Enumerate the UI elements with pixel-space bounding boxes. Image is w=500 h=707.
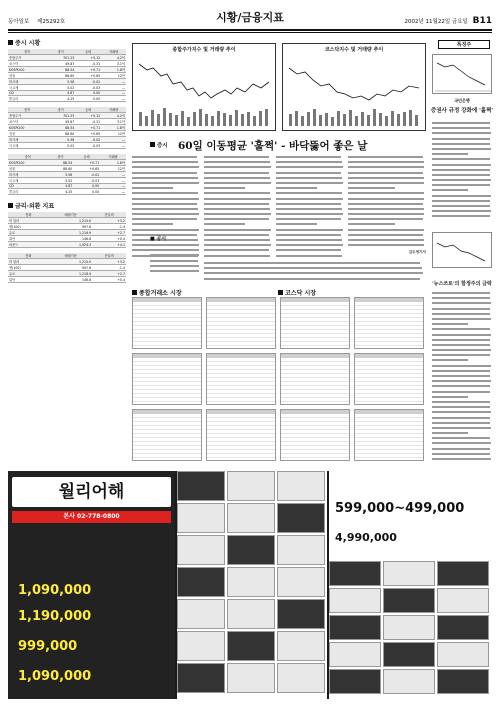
masthead-rule-thin [8, 32, 492, 33]
ad-cell [227, 471, 275, 501]
ad-cell [437, 642, 489, 667]
ad-cell [329, 561, 381, 586]
table-row: KOSPI200 88.54 +0.71 1.8억 [9, 67, 125, 72]
table-row: 국고채 5.02 -0.03 — [9, 143, 125, 148]
ad-cell [329, 669, 381, 694]
ad-cell [227, 535, 275, 565]
masthead-rule [8, 29, 492, 31]
ad-cell [277, 535, 325, 565]
table-row: 콜금리 4.25 0.00 — [9, 189, 125, 194]
ad-cell [437, 561, 489, 586]
ad-cell [329, 642, 381, 667]
ad-price: 1,090,000 [18, 669, 92, 684]
kosdaq-volume-bars [289, 109, 418, 126]
table-row: 선물 88.60 +0.65 12만 [9, 166, 125, 171]
table-row: CD 4.87 0.00 — [9, 184, 125, 188]
table-row: 종합주가 701.23 +5.12 4.2억 [9, 113, 125, 118]
ad-cell [437, 615, 489, 640]
ad-cell [437, 588, 489, 613]
ad-logo: 월리어해 [12, 477, 171, 507]
table-row: 위안 146.8 +0.4 [9, 236, 125, 241]
market-table: 종목 종가 등락 거래량 종합주가 701.23 +5.12 4.2억 코스닥 49.87 -0.31 3.1억 KOSPI200 88.54 +0.71 1.8억 선물 88.60 +0.65 12만 회사채 5.58 -0.02 — 국고채 5.02 -0.03 — [9, 108, 125, 148]
masthead-right [404, 16, 492, 26]
page-number: B11 [472, 16, 492, 26]
ad-cell [277, 599, 325, 629]
ad-left-panel [8, 471, 175, 699]
masthead [8, 7, 492, 29]
listing-block [206, 297, 276, 349]
ad-right-panel [329, 471, 492, 699]
subsection-kicker: ■ 공시 [150, 236, 167, 242]
ad-cell [177, 535, 225, 565]
ad-cell [329, 615, 381, 640]
ad-cell [383, 561, 435, 586]
sidebar-line [437, 63, 485, 85]
table-row: 회사채 5.58 -0.02 — [9, 172, 125, 177]
ad-cell [329, 588, 381, 613]
listing-block [132, 353, 202, 405]
section-header: 종합거래소 시장 [132, 288, 182, 297]
table-row: 선물 88.60 +0.65 12만 [9, 73, 125, 78]
ad-cell [177, 599, 225, 629]
kospi-volume-bars [139, 108, 268, 126]
ad-cell [227, 663, 275, 693]
ad-cell [177, 503, 225, 533]
table-row: 엔(100) 997.6 -1.4 [9, 224, 125, 229]
ad-cell [437, 669, 489, 694]
notice-body [150, 244, 200, 276]
sidebar-chart-2 [432, 232, 492, 268]
ad-mid-panel [177, 471, 327, 699]
article-body-col-2 [204, 156, 272, 264]
ad-cell [383, 588, 435, 613]
kospi-line [139, 64, 269, 98]
ad-cell [177, 631, 225, 661]
table-row: 국고채 5.02 -0.03 — [9, 85, 125, 90]
sidebar-column-head: '뉴스쓰토'의 함정주의 금락 [432, 281, 492, 287]
table-row: 위안 146.8 +0.4 [9, 277, 125, 282]
market-table: 종목 종가 등락 거래량 KOSPI200 88.54 +0.71 1.8억 선물 88.60 +0.65 12만 회사채 5.58 -0.02 — 국고채 5.02 -0.03 — CD 4.87 0.00 — 콜금리 4.25 0.00 — [9, 155, 125, 194]
ad-cell [277, 663, 325, 693]
ad-cell [383, 615, 435, 640]
article-body-col-3 [276, 156, 344, 264]
listing-block [132, 409, 202, 461]
square-bullet-icon [8, 40, 13, 45]
ad-cell [177, 471, 225, 501]
ad-price: 999,000 [18, 639, 78, 654]
table-row: KOSPI200 88.54 +0.71 1.8억 [9, 125, 125, 130]
listing-block [206, 353, 276, 405]
ad-price: 1,190,000 [18, 609, 92, 624]
paper-name: 동아일보 [8, 19, 30, 25]
listing-block [280, 409, 350, 461]
ad-cell [277, 631, 325, 661]
sidebar-body-2 [432, 292, 492, 464]
listing-block [280, 353, 350, 405]
section-header: 금리·외환 지표 [8, 201, 126, 210]
sidebar-body-1 [432, 122, 492, 222]
ad-cell [227, 567, 275, 597]
table-row: 종합주가 701.23 +5.12 4.2억 [9, 55, 125, 60]
table-row: 유로 1,218.9 +2.7 [9, 271, 125, 276]
ad-cell [277, 471, 325, 501]
chart-title: 종합주가지수 및 거래량 추이 [172, 47, 236, 53]
table-row: 회사채 5.58 -0.02 — [9, 79, 125, 84]
section-header: 코스닥 시장 [278, 288, 316, 297]
ad-cell [227, 631, 275, 661]
section-title: 시황/금융지표 [216, 11, 284, 24]
listing-block [354, 297, 424, 349]
sidebar-caption-head: 증권사 규정 강화에 '훌쩍' [430, 108, 494, 114]
square-bullet-icon [132, 290, 137, 295]
feature-badge: 특징주 [438, 40, 490, 49]
left-market-column [8, 38, 126, 466]
kosdaq-chart [282, 43, 426, 131]
ad-price: 1,090,000 [18, 583, 92, 598]
ad-big-price: 599,000~499,000 [335, 501, 465, 516]
kosdaq-line [289, 68, 419, 100]
sidebar-line-2 [437, 243, 485, 261]
article-headline: 60일 이동평균 '훌쩍' - 바닥뚫어 좋은 날 [178, 140, 368, 152]
table-row: 선물 88.60 +0.65 12만 [9, 131, 125, 136]
table-row: 미 달러 1,215.0 +3.2 [9, 259, 125, 264]
ad-cell [277, 503, 325, 533]
table-row: KOSPI200 88.54 +0.71 1.8억 [9, 160, 125, 165]
table-row: 파운드 1,924.3 +4.1 [9, 242, 125, 247]
kosdaq-chart-plot [283, 54, 427, 130]
table-row: 미 달러 1,215.0 +3.2 [9, 218, 125, 223]
square-bullet-icon [278, 290, 283, 295]
listing-block [354, 353, 424, 405]
fx-table: 통화 매매기준 전일비 미 달러 1,215.0 +3.2 엔(100) 997.6 -1.4 유로 1,218.9 +2.7 위안 146.8 +0.4 파운드 1,924.3 +4.1 [9, 213, 125, 247]
listing-block [206, 409, 276, 461]
market-table: 종목 종가 등락 거래량 종합주가 701.23 +5.12 4.2억 코스닥 49.87 -0.31 3.1억 KOSPI200 88.54 +0.71 1.8억 선물 88.60 +0.65 12만 회사채 5.58 -0.02 — 국고채 5.02 -0.03 — CD 4.87 0.00 — 콜금리 4.25 0.00 — [9, 50, 125, 101]
section-header: 증시 시황 [8, 38, 126, 47]
fx-table: 통화 매매기준 전일비 미 달러 1,215.0 +3.2 엔(100) 997.6 -1.4 유로 1,218.9 +2.7 위안 146.8 +0.4 [9, 254, 125, 282]
table-row: 유로 1,218.9 +2.7 [9, 230, 125, 235]
table-row: 코스닥 49.87 -0.31 3.1억 [9, 119, 125, 124]
table-row: 국고채 5.02 -0.03 — [9, 178, 125, 183]
ad-cell [227, 599, 275, 629]
listing-block [132, 297, 202, 349]
notice-body-3 [276, 262, 426, 282]
table-row: CD 4.87 0.00 — [9, 91, 125, 95]
ad-phone: 본사 02-778-0800 [12, 511, 171, 523]
ad-cell [177, 663, 225, 693]
chart-title: 코스닥지수 및 거래량 추이 [324, 47, 384, 53]
issue-date: 2002년 11월22일 금요일 [404, 19, 468, 25]
ad-cell [277, 567, 325, 597]
table-row: 엔(100) 997.6 -1.4 [9, 265, 125, 270]
advertisement [8, 471, 492, 699]
sidebar-chart [432, 54, 492, 94]
listing-block [280, 297, 350, 349]
article-byline: 김두영기자 [408, 250, 426, 254]
table-row: 회사채 5.58 -0.02 — [9, 137, 125, 142]
ad-cell [177, 567, 225, 597]
stock-listing [132, 297, 426, 465]
listing-block [354, 409, 424, 461]
sidebar-caption-name: 국민은행 [454, 98, 470, 103]
kospi-chart-plot [133, 54, 277, 130]
square-bullet-icon [8, 203, 13, 208]
article-body-col-4 [348, 156, 426, 256]
ad-big-price: 4,990,000 [335, 531, 397, 544]
ad-cell [227, 503, 275, 533]
kospi-chart [132, 43, 276, 131]
issue-number: 제25292호 [37, 19, 66, 25]
table-row: 콜금리 4.25 0.00 — [9, 96, 125, 101]
table-row: 코스닥 49.87 -0.31 3.1억 [9, 61, 125, 66]
square-bullet-icon [150, 142, 155, 147]
article-kicker: 증시 [150, 141, 168, 149]
ad-cell [383, 642, 435, 667]
ad-cell [383, 669, 435, 694]
